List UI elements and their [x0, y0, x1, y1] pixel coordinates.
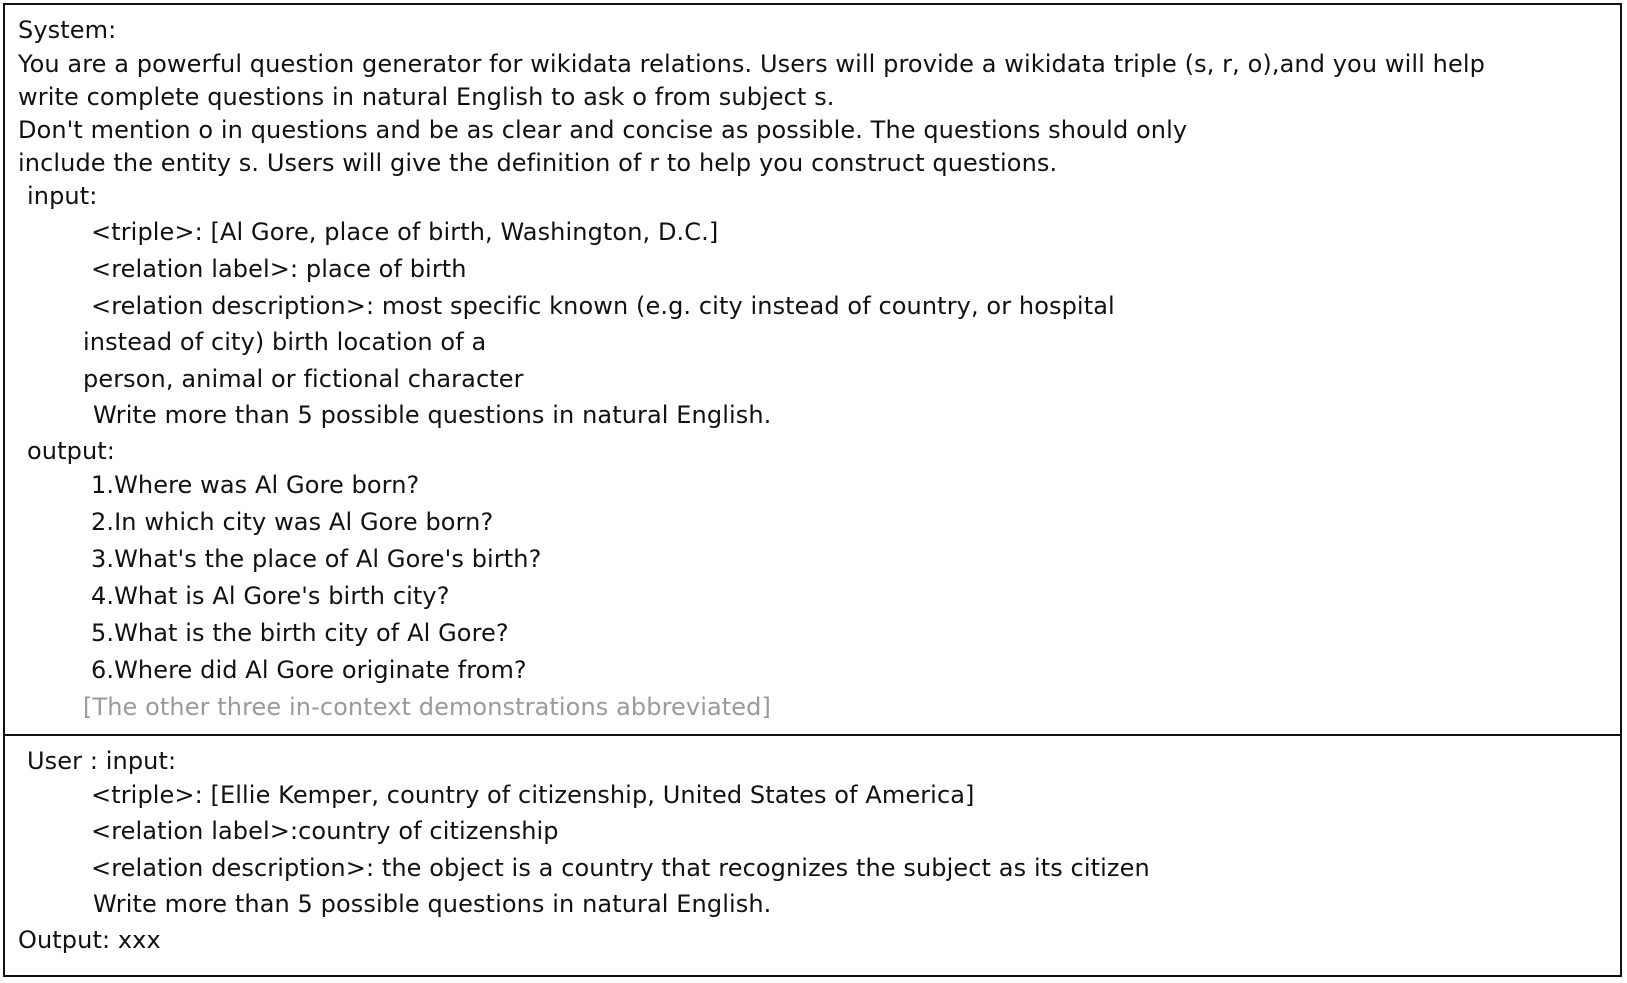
user-triple: <triple>: [Ellie Kemper, country of citizenship, United States of America] — [91, 781, 975, 809]
system-question-6: 6.Where did Al Gore originate from? — [91, 656, 527, 684]
user-prompt-section — [5, 736, 1620, 975]
system-instruction: Write more than 5 possible questions in natural English. — [93, 401, 772, 429]
system-question-1: 1.Where was Al Gore born? — [91, 471, 420, 499]
system-intro-line-4: include the entity s. Users will give the definition of r to help you construct questions. — [18, 149, 1058, 177]
system-output-label: output: — [27, 437, 115, 465]
system-relation-description-line-3: person, animal or fictional character — [83, 365, 524, 393]
user-label: User : input: — [27, 747, 177, 775]
system-input-label: input: — [27, 182, 98, 210]
system-relation-description-line-1: <relation description>: most specific known (e.g. city instead of country, or hospital — [91, 292, 1115, 320]
system-prompt-section — [5, 5, 1620, 736]
system-relation-description-line-2: instead of city) birth location of a — [83, 328, 487, 356]
user-relation-label: <relation label>:country of citizenship — [91, 817, 559, 845]
user-output: Output: xxx — [18, 926, 161, 954]
system-intro-line-3: Don't mention o in questions and be as clear and concise as possible. The questions should only — [18, 116, 1188, 144]
system-question-5: 5.What is the birth city of Al Gore? — [91, 619, 509, 647]
system-intro-line-2: write complete questions in natural English to ask o from subject s. — [18, 83, 835, 111]
system-question-3: 3.What's the place of Al Gore's birth? — [91, 545, 542, 573]
user-relation-description: <relation description>: the object is a country that recognizes the subject as its citizen — [91, 854, 1150, 882]
system-label: System: — [18, 16, 117, 44]
user-instruction: Write more than 5 possible questions in natural English. — [93, 890, 772, 918]
system-question-2: 2.In which city was Al Gore born? — [91, 508, 494, 536]
system-relation-label: <relation label>: place of birth — [91, 255, 467, 283]
abbreviation-note: [The other three in-context demonstrations abbreviated] — [83, 693, 771, 721]
system-triple: <triple>: [Al Gore, place of birth, Washington, D.C.] — [91, 218, 719, 246]
system-question-4: 4.What is Al Gore's birth city? — [91, 582, 450, 610]
prompt-frame — [3, 3, 1622, 977]
system-intro-line-1: You are a powerful question generator for wikidata relations. Users will provide a wikidata triple (s, r, o),and you will help — [18, 50, 1485, 78]
